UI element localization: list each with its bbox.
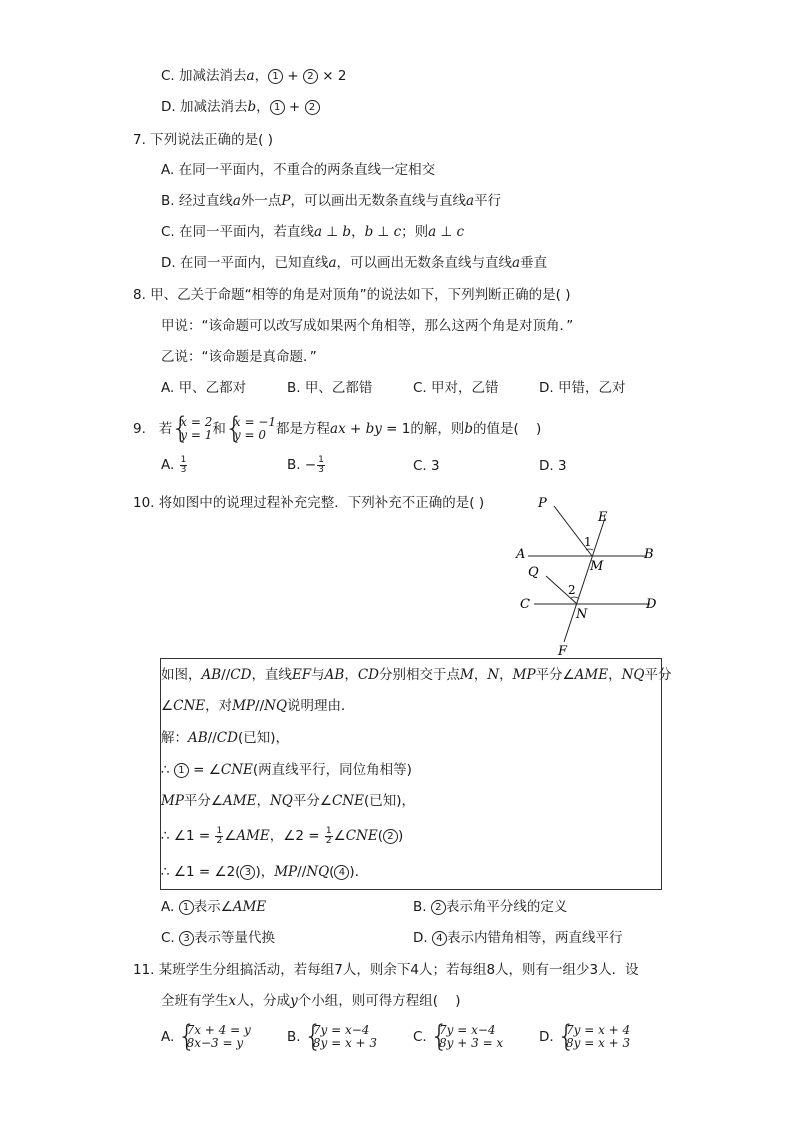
q7-option-a: A. 在同一平面内，不重合的两条直线一定相交 — [161, 162, 436, 178]
label-2: 2 — [568, 583, 576, 597]
q8-option-d: D. 甲错，乙对 — [539, 380, 626, 396]
proof-line-1: 如图，AB//CD，直线EF与AB，CD分别相交于点M，N，MP平分∠AME，NQ平分 — [161, 667, 672, 683]
q9-stem: 9. 若 { x = 2 y = 1 和 { x = −1 y = 0 都是方程ax + by = 1的解，则b的值是( ) — [133, 416, 541, 442]
q7-option-c: C. 在同一平面内，若直线a ⊥ b，b ⊥ c；则a ⊥ c — [161, 224, 465, 240]
label-B: B — [644, 547, 654, 562]
proof-line-6: ∴ ∠1 = $\frac{1}{2}$ ∠AME，∠2 = $\frac{1}{2}$ ∠CNE( 2 ) — [161, 825, 404, 846]
proof-line-2: ∠CNE，对MP//NQ说明理由． — [161, 698, 355, 714]
label-1: 1 — [584, 535, 592, 549]
q9-option-d: D. 3 — [539, 458, 567, 474]
q8-jia: 甲说：“该命题可以改写成如果两个角相等，那么这两个角是对顶角．” — [161, 318, 574, 334]
label-N: N — [576, 607, 588, 622]
q9-option-a: A. $\frac{1}{3}$ — [161, 454, 187, 475]
q7-option-d: D. 在同一平面内，已知直线a，可以画出无数条直线与直线a垂直 — [161, 255, 548, 271]
label-M: M — [590, 559, 604, 574]
label-F: F — [558, 644, 568, 658]
proof-line-5: MP平分∠AME，NQ平分∠CNE(已知)， — [161, 793, 416, 809]
label-P: P — [538, 496, 547, 511]
label-D: D — [646, 597, 657, 612]
proof-line-3: 解：AB//CD(已知)， — [161, 730, 289, 746]
geometry-figure — [510, 490, 670, 658]
q11-option-c: C. { 7y = x−4 8y + 3 = x — [413, 1024, 503, 1050]
q9-option-b: B. − $\frac{1}{3}$ — [287, 454, 324, 475]
label-A: A — [516, 547, 526, 562]
q7-stem: 7. 下列说法正确的是( ) — [133, 132, 273, 148]
q6-option-d: D. 加减法消去b， 1 + 2 — [161, 97, 320, 117]
q8-option-b: B. 甲、乙都错 — [287, 380, 373, 396]
proof-line-4: ∴ 1 = ∠CNE(两直线平行，同位角相等) — [161, 762, 412, 778]
q10-option-a: A. 1 表示∠AME — [161, 899, 267, 915]
q11-stem-2: 全班有学生x人，分成y个小组，则可得方程组( ) — [161, 993, 461, 1009]
q10-option-c: C. 3 表示等量代换 — [161, 930, 276, 946]
label-E: E — [598, 510, 608, 525]
label-C: C — [520, 597, 530, 612]
q10-stem: 10. 将如图中的说理过程补充完整．下列补充不正确的是( ) — [133, 495, 485, 511]
q8-option-a: A. 甲、乙都对 — [161, 380, 247, 396]
q9-option-c: C. 3 — [413, 458, 440, 474]
q11-stem: 11. 某班学生分组搞活动，若每组7人，则余下4人；若每组8人，则有一组少3人．设 — [133, 962, 639, 978]
q10-option-d: D. 4 表示内错角相等，两直线平行 — [413, 930, 623, 946]
q11-option-a: A. { 7x + 4 = y 8x−3 = y — [161, 1024, 251, 1050]
q8-yi: 乙说：“该命题是真命题．” — [161, 349, 317, 365]
q11-option-b: B. { 7y = x−4 8y = x + 3 — [287, 1024, 377, 1050]
q8-option-c: C. 甲对，乙错 — [413, 380, 499, 396]
q11-option-d: D. { 7y = x + 4 8y = x + 3 — [539, 1024, 630, 1050]
q8-stem: 8. 甲、乙关于命题“相等的角是对顶角”的说法如下，下列判断正确的是( ) — [133, 287, 571, 303]
label-Q: Q — [528, 565, 539, 580]
q7-option-b: B. 经过直线a外一点P，可以画出无数条直线与直线a平行 — [161, 193, 502, 209]
q6-option-c: C. 加减法消去a， 1 + 2 × 2 — [161, 68, 347, 84]
proof-line-7: ∴ ∠1 = ∠2( 3 )，MP//NQ( 4 )． — [161, 864, 369, 880]
q10-option-b: B. 2 表示角平分线的定义 — [413, 899, 568, 915]
